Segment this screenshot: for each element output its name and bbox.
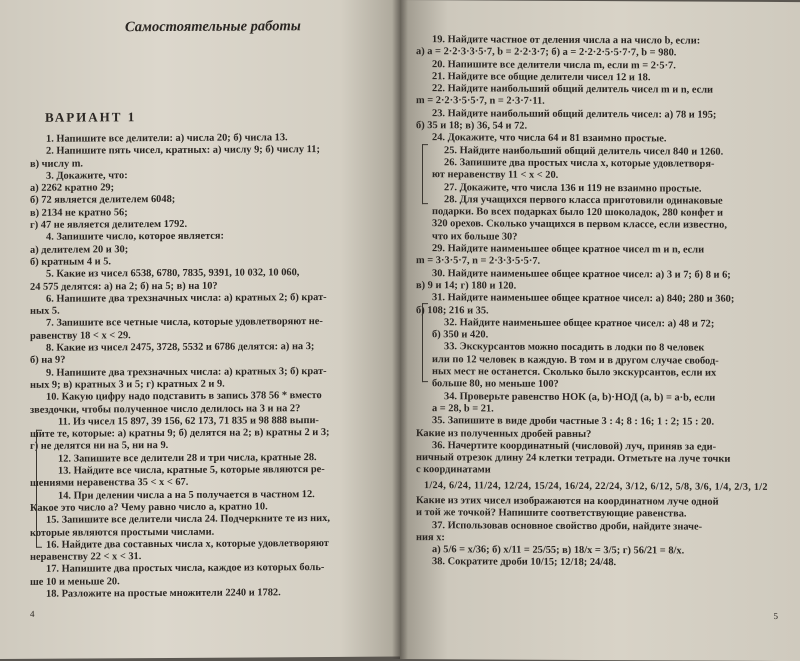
exercise-line: 28. Для учащихся первого класса приготовили одинаковые (444, 194, 723, 207)
exercise-line: 11. Из чисел 15 897, 39 156, 62 173, 71 835 и 98 888 выпи- (58, 414, 319, 428)
exercise-line: 13. Найдите все числа, кратные 5, которые являются ре- (58, 464, 325, 477)
exercise-line: 34. Проверьте равенство НОК (a, b)·НОД (a, b) = a·b, если (444, 390, 716, 404)
exercise-line: больше 80, но меньше 100? (432, 378, 559, 391)
exercise-line: неравенству 22 < x < 31. (30, 551, 142, 563)
exercise-line: 14. При делении числа a на 5 получается в частном 12. (58, 488, 315, 502)
exercise-line: 25. Найдите наибольший общий делитель чисел 840 и 1260. (444, 144, 724, 158)
exercise-line: 320 орехов. Сколько учащихся в первом классе, если известно, (432, 218, 727, 232)
exercise-line: m = 2·2·3·5·5·7, n = 2·3·7·11. (416, 95, 545, 108)
exercise-line: 24. Докажите, что числа 64 и 81 взаимно простые. (432, 132, 667, 145)
exercise-line: или по 12 человек в каждую. В том и в другом случае свобод- (432, 353, 719, 367)
exercise-line: б) 72 является делителем 6048; (30, 194, 176, 207)
exercise-line: 21. Найдите все общие делители чисел 12 и 18. (432, 71, 651, 84)
book-gutter (392, 0, 408, 659)
exercise-line: с координатами (416, 464, 491, 476)
section-bracket (422, 303, 428, 382)
section-bracket (422, 144, 428, 204)
exercise-line: 16. Найдите два составных числа x, которые удовлетворяют (46, 537, 329, 551)
exercise-line: 12. Запишите все делители 28 и три числа, кратные 28. (58, 451, 317, 465)
exercise-line: ничный отрезок длину 24 клетки тетради. Отметьте на луче точки (416, 452, 731, 465)
exercise-line: в) 2134 не кратно 56; (30, 207, 128, 219)
exercise-line: 7. Запишите все четные числа, которые удовлетворяют не- (46, 316, 323, 330)
exercise-line: m = 3·3·5·7, n = 2·3·3·5·5·7. (416, 255, 541, 268)
exercise-line: 32. Найдите наименьшее общее кратное чисел: а) 48 и 72; (444, 317, 715, 330)
exercise-line: 6. Напишите два трехзначных числа: а) кратных 2; б) крат- (46, 291, 327, 305)
exercise-line: 26. Запишите два простых числа x, которые удовлетворя- (444, 157, 715, 170)
variant-heading: ВАРИАНТ 1 (45, 109, 137, 125)
exercise-line: 31. Найдите наименьшее общее кратное чисел: а) 840; 280 и 360; (432, 292, 735, 305)
exercise-line: 29. Найдите наименьшее общее кратное чисел m и n, если (432, 243, 705, 256)
exercise-line: ют неравенству 11 < x < 20. (432, 169, 559, 182)
exercise-line: 19. Найдите частное от деления числа a на число b, если: (432, 34, 701, 47)
exercise-line: 15. Запишите все делители числа 24. Подчеркните те из них, (46, 513, 330, 526)
exercise-line: Какое это число a? Чему равно число a, кратно 10. (30, 501, 268, 514)
exercise-line: подарки. Во всех подарках было 120 шоколадок, 280 конфет и (432, 206, 723, 219)
exercise-line: ния x: (416, 531, 445, 544)
exercise-line: 8. Какие из чисел 2475, 3728, 5532 и 6786 делятся: а) на 3; (46, 341, 315, 354)
exercise-line: ных 5. (30, 305, 60, 317)
exercise-line: звездочки, чтобы полученное число делилось на 3 и на 2? (30, 402, 301, 416)
exercise-line: б) 108; 216 и 35. (416, 304, 489, 316)
exercise-line: что их больше 30? (432, 230, 518, 243)
exercise-line: б) 35 и 18; в) 36, 54 и 72. (416, 120, 528, 132)
left-page-number: 4 (30, 608, 35, 619)
exercise-line: 17. Напишите два простых числа, каждое из которых боль- (46, 562, 325, 576)
exercise-line: г) 47 не является делителем 1792. (30, 218, 188, 231)
exercise-line: 20. Напишите все делители числа m, если m = 2·5·7. (432, 58, 676, 72)
exercise-line: а) 2262 кратно 29; (30, 182, 115, 195)
right-page-number: 5 (773, 610, 778, 621)
exercise-line: г) не делятся ни на 5, ни на 9. (30, 440, 169, 453)
exercise-line: в) числу m. (30, 158, 84, 170)
exercise-line: 10. Какую цифру надо подставить в запись 378 56 * вместо (46, 390, 322, 403)
exercise-line: 9. Напишите два трехзначных числа: а) кратных 3; б) крат- (46, 365, 327, 379)
exercise-line: ных мест не останется. Сколько было экскурсантов, если их (432, 366, 717, 379)
exercise-line: 5. Какие из чисел 6538, 6780, 7835, 9391, 10 032, 10 060, (46, 267, 300, 280)
exercise-line: 18. Разложите на простые множители 2240 и 1782. (46, 587, 281, 600)
exercise-line: шите те, которые: а) кратны 9; б) делятся на 2; в) кратны 2 и 3; (30, 427, 330, 440)
exercise-line: 23. Найдите наибольший общий делитель чисел: а) 78 и 195; (432, 107, 717, 121)
exercise-line: Какие из этих чисел изображаются на координатном луче одной (416, 495, 719, 508)
exercise-line: 27. Докажите, что числа 136 и 119 не взаимно простые. (444, 181, 702, 195)
exercise-line: Какие из полученных дробей равны? (416, 427, 592, 440)
exercise-line: 2. Напишите пять чисел, кратных: а) числу 9; б) числу 11; (46, 144, 320, 158)
right-exercise-column (416, 34, 788, 571)
exercise-line: а) 5/6 = x/36; б) x/11 = 25/55; в) 18/x = 3/5; г) 56/21 = 8/x. (432, 544, 685, 557)
exercise-line: 36. Начертите координатный (числовой) луч, приняв за еди- (432, 439, 717, 453)
exercise-line: а) делителем 20 и 30; (30, 243, 129, 256)
exercise-line: б) 350 и 420. (432, 329, 489, 341)
exercise-line: 35. Запишите в виде дроби частные 3 : 4; 8 : 16; 1 : 2; 15 : 20. (432, 415, 715, 428)
left-exercise-column (30, 132, 386, 601)
exercise-line: ше 10 и меньше 20. (30, 575, 120, 588)
exercise-line: 22. Найдите наибольший общий делитель чисел m и n, если (432, 83, 714, 96)
exercise-line: 24 575 делятся: а) на 2; б) на 5; в) на 10? (30, 280, 218, 293)
fraction-list: 1/24, 6/24, 11/24, 12/24, 15/24, 16/24, 22/24, 3/12, 6/12, 5/8, 3/6, 1/4, 2/3, 1/2 (424, 479, 768, 493)
exercise-line: ных 9; в) кратных 3 и 5; г) кратных 2 и 9. (30, 378, 225, 391)
exercise-line: б) на 9? (30, 354, 66, 367)
exercise-line: которые являются простыми числами. (30, 526, 215, 539)
exercise-line: равенству 18 < x < 29. (30, 329, 131, 342)
exercise-line: 3. Докажите, что: (46, 170, 128, 182)
exercise-line: 33. Экскурсантов можно посадить в лодки по 8 человек (444, 341, 705, 355)
exercise-line: 30. Найдите наименьшее общее кратное чисел: а) 3 и 7; б) 8 и 6; (432, 267, 731, 281)
exercise-line: a = 28, b = 21. (432, 403, 494, 415)
exercise-line: 1. Напишите все делители: а) числа 20; б) числа 13. (46, 132, 288, 145)
exercise-line: в) 9 и 14; г) 180 и 120. (416, 280, 517, 292)
page-header: Самостоятельные работы (125, 18, 301, 36)
exercise-line: 37. Использовав основное свойство дроби, найдите значе- (432, 519, 703, 533)
left-page (0, 0, 400, 659)
exercise-line: шениями неравенства 35 < x < 67. (30, 477, 189, 490)
exercise-line: и той же точкой? Напишите соответствующие равенства. (416, 507, 687, 520)
exercise-line: 38. Сократите дроби 10/15; 12/18; 24/48. (432, 556, 617, 569)
exercise-line: б) кратным 4 и 5. (30, 256, 111, 268)
exercise-line: 4. Запишите число, которое является: (46, 231, 224, 244)
right-page (400, 0, 800, 661)
exercise-line: а) a = 2·2·3·3·5·7, b = 2·2·3·7; б) a = 2·2·2·5·5·7·7, b = 980. (416, 46, 677, 59)
section-bracket (36, 430, 42, 548)
